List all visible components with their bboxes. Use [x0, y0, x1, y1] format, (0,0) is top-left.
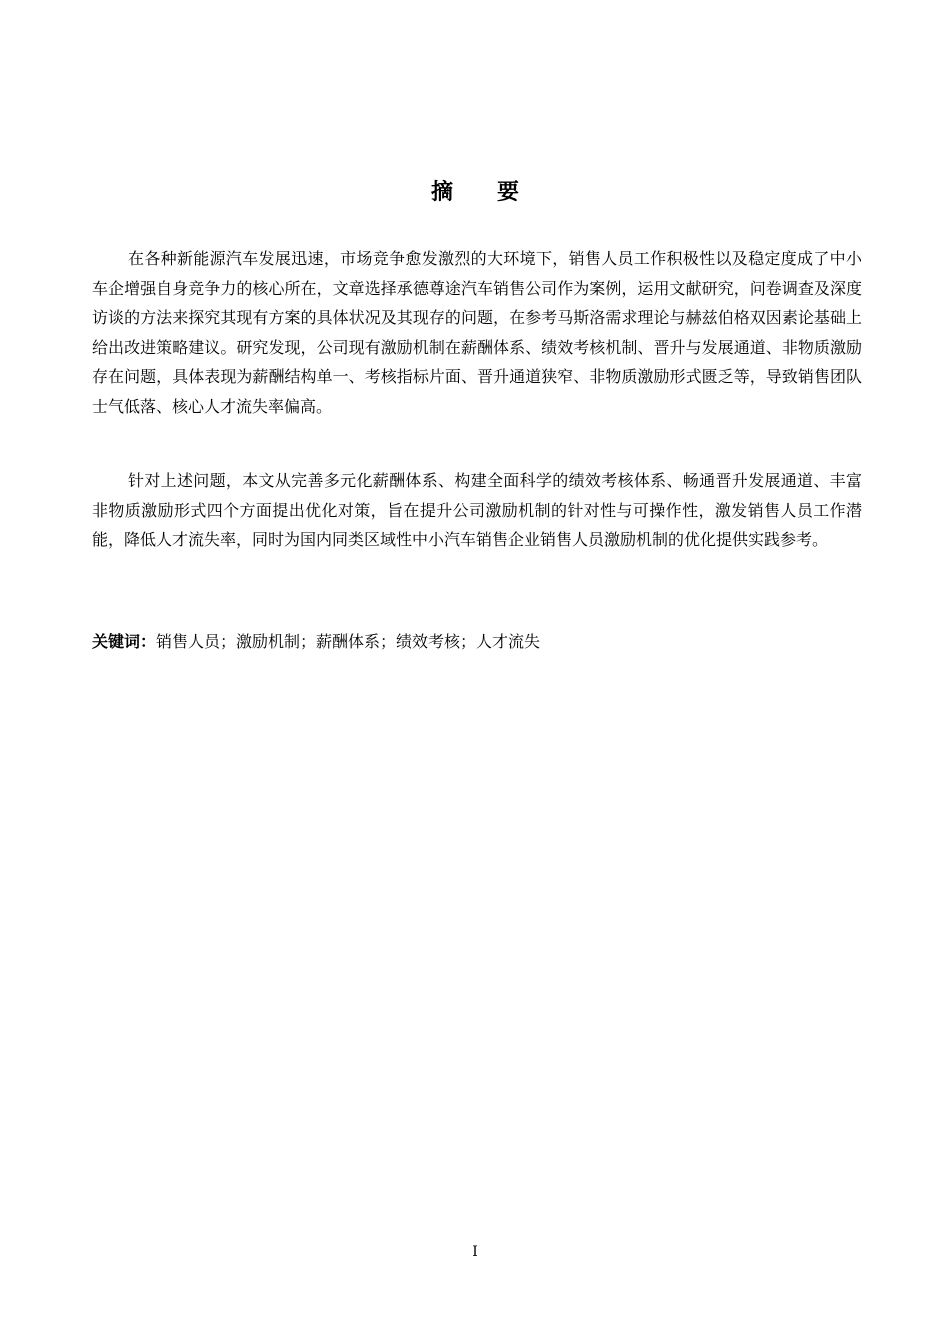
keywords-line	[92, 628, 862, 656]
abstract-paragraph-2: 针对上述问题，本文从完善多元化薪酬体系、构建全面科学的绩效考核体系、畅通晋升发展通道、丰富非物质激励形式四个方面提出优化对策，旨在提升公司激励机制的针对性与可操作性，激发销售人员工作潜能，降低人才流失率，同时为国内同类区域性中小汽车销售企业销售人员激励机制的优化提供实践参考。	[92, 471, 862, 549]
abstract-body-first	[92, 244, 862, 421]
keywords-label: 关键词：	[92, 632, 157, 651]
abstract-paragraph-1: 在各种新能源汽车发展迅速，市场竞争愈发激烈的大环境下，销售人员工作积极性以及稳定度成了中小车企增强自身竞争力的核心所在，文章选择承德尊途汽车销售公司作为案例，运用文献研究，问卷调查及深度访谈的方法来探究其现有方案的具体状况及其现存的问题，在参考马斯洛需求理论与赫兹伯格双因素论基础上给出改进策略建议。研究发现，公司现有激励机制在薪酬体系、绩效考核机制、晋升与发展通道、非物质激励存在问题，具体表现为薪酬结构单一、考核指标片面、晋升通道狭窄、非物质激励形式匮乏等，导致销售团队士气低落、核心人才流失率偏高。	[92, 249, 862, 416]
abstract-body-second	[92, 466, 862, 555]
abstract-title: 摘要	[430, 180, 563, 205]
page-number: I	[472, 1244, 478, 1260]
keywords-text: 销售人员；激励机制；薪酬体系；绩效考核；人才流失	[156, 632, 541, 651]
